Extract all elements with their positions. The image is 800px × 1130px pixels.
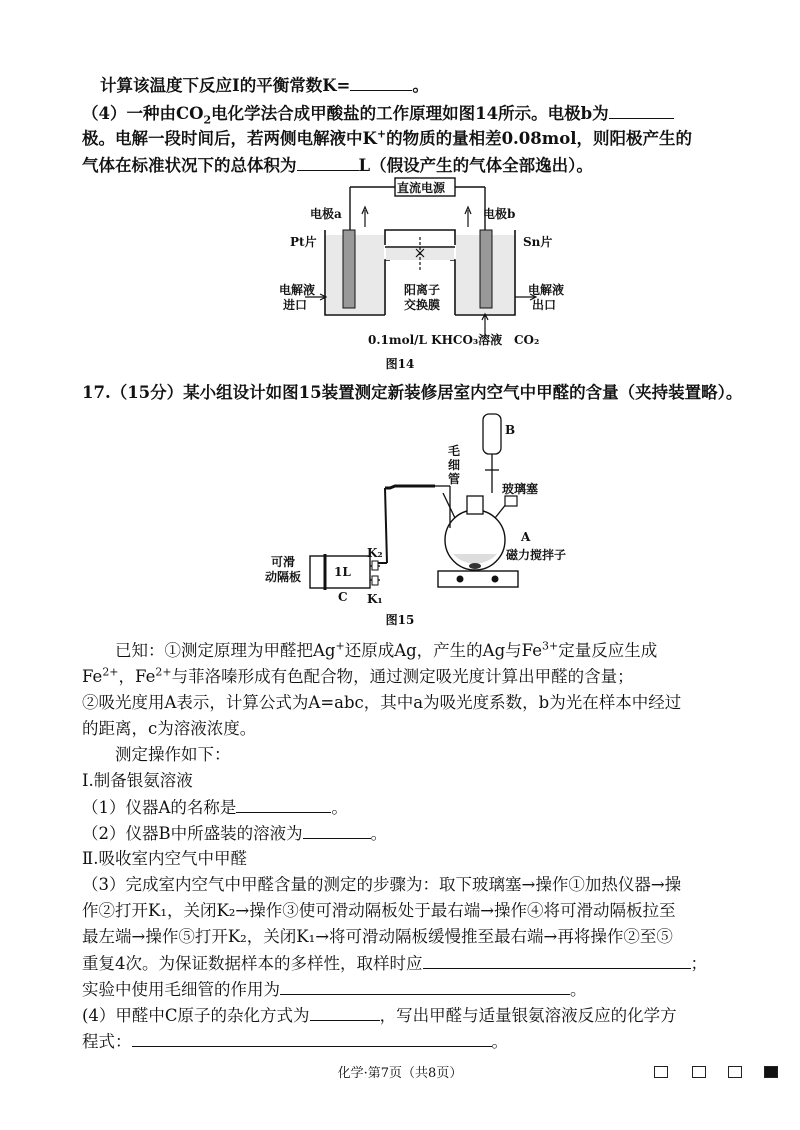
- answer-blank[interactable]: [303, 820, 371, 839]
- answer-blank[interactable]: [423, 950, 691, 969]
- figure-15-caption: 图15: [385, 613, 415, 627]
- membrane-label-1: 阳离子: [404, 283, 441, 297]
- stirrer-label: 磁力搅拌子: [506, 548, 567, 562]
- power-source-label: 直流电源: [397, 181, 446, 195]
- q16-part4-line3: 气体在标准状况下的总体积为 L（假设产生的气体全部逸出）。: [82, 152, 593, 179]
- capillary-label-1: 毛: [448, 444, 461, 458]
- q17-title: 17.（15分）某小组设计如图15装置测定新装修居室内空气中甲醛的含量（夹持装置略）。: [82, 383, 743, 402]
- valve-k2[interactable]: [372, 561, 378, 570]
- solution-label: 0.1mol/L KHCO₃溶液: [368, 333, 503, 347]
- capillary-label-2: 细: [448, 458, 461, 472]
- answer-blank[interactable]: [297, 152, 359, 171]
- electrode-b-label: 电极b: [483, 207, 516, 221]
- outlet-label-1: 电解液: [528, 283, 565, 297]
- q17-part3-line2: 作②打开K₁，关闭K₂→操作③使可滑动隔板处于最右端→操作④将可滑动隔板拉至: [82, 901, 676, 920]
- answer-blank[interactable]: [236, 794, 331, 813]
- page-footer: 化学·第7页（共8页）: [337, 1066, 463, 1081]
- q17-part2: （2）仪器B中所盛装的溶液为 。: [82, 820, 387, 847]
- inlet-label-2: 进口: [283, 298, 308, 312]
- co2-label: CO₂: [514, 333, 540, 347]
- a-label: A: [521, 530, 531, 544]
- known-line-4: 的距离，c为溶液浓度。: [82, 719, 257, 738]
- answer-blank[interactable]: [280, 976, 570, 995]
- section-1-heading: Ⅰ.制备银氨溶液: [82, 771, 193, 790]
- sn-electrode: [480, 230, 492, 308]
- known-line-3: ②吸光度用A表示，计算公式为A=abc，其中a为吸光度系数，b为光在样本中经过: [82, 693, 682, 712]
- k2-label: K₂: [367, 546, 383, 560]
- figure-14-caption: 图14: [385, 357, 415, 371]
- answer-box-3: [728, 1066, 742, 1078]
- answer-box-1: [654, 1066, 668, 1078]
- known-line-1: 已知：①测定原理为甲醛把Ag+还原成Ag，产生的Ag与$Fe^{3+}$定量反应生成: [115, 639, 658, 660]
- q17-part3-line1: （3）完成室内空气中甲醛含量的测定的步骤为：取下玻璃塞→操作①加热仪器→操: [82, 875, 682, 894]
- q16-part4-line1: （4）一种由$CO_2$电化学法合成甲酸盐的工作原理如图14所示。电极b为: [82, 100, 674, 127]
- figure-15-apparatus-diagram: [255, 408, 615, 598]
- plate-label-1: 可滑: [271, 555, 296, 569]
- membrane-label-2: 交换膜: [404, 298, 441, 312]
- section-2-heading: Ⅱ.吸收室内空气中甲醛: [82, 849, 247, 868]
- c-label: C: [338, 590, 348, 604]
- outlet-label-2: 出口: [532, 298, 557, 312]
- pt-label: Pt片: [290, 235, 317, 249]
- answer-blank[interactable]: [350, 72, 412, 91]
- sn-label: Sn片: [523, 235, 553, 249]
- q16-part4-line2: 极。电解一段时间后，若两侧电解液中K+的物质的量相差0.08mol，则阳极产生的: [82, 127, 692, 148]
- figure-14-electrolysis-diagram: [280, 175, 570, 350]
- glass-stopper-label: 玻璃塞: [502, 482, 539, 496]
- q17-part4-line2: 程式： 。: [82, 1028, 508, 1055]
- magnetic-stir-bar: [469, 563, 481, 569]
- answer-box-2: [692, 1066, 706, 1078]
- stirrer-plate: [438, 571, 518, 587]
- q17-part1: （1）仪器A的名称是 。: [82, 794, 348, 821]
- glass-stopper: [505, 496, 517, 506]
- pt-electrode: [343, 230, 355, 308]
- q17-part3-line3: 最左端→操作⑤打开K₂，关闭K₁→将可滑动隔板缓慢推至最右端→再将操作②至⑤: [82, 927, 673, 946]
- plate-label-2: 动隔板: [265, 570, 302, 584]
- answer-blank[interactable]: [310, 1002, 380, 1021]
- k-question-line: 计算该温度下反应Ⅰ的平衡常数K= 。: [100, 72, 429, 99]
- funnel-b: [483, 414, 501, 454]
- volume-label: 1L: [334, 565, 351, 579]
- answer-box-4: [764, 1066, 778, 1078]
- answer-blank[interactable]: [609, 100, 674, 119]
- q17-part3-line4: 重复4次。为保证数据样本的多样性，取样时应 ；: [82, 950, 707, 977]
- b-label: B: [505, 423, 516, 437]
- q17-part4-line1: (4）甲醛中C原子的杂化方式为 ，写出甲醛与适量银氨溶液反应的化学方: [82, 1002, 677, 1029]
- valve-k1[interactable]: [372, 576, 378, 585]
- steps-heading: 测定操作如下：: [115, 745, 231, 764]
- known-line-2: $Fe^{2+}$，$Fe^{2+}$与菲洛嗪形成有色配合物，通过测定吸光度计算出甲醛的含量；: [82, 665, 634, 686]
- electrode-a-label: 电极a: [310, 207, 342, 221]
- answer-blank[interactable]: [132, 1028, 492, 1047]
- inlet-label-1: 电解液: [279, 283, 316, 297]
- capillary-label-3: 管: [448, 472, 461, 486]
- q17-part3-line5: 实验中使用毛细管的作用为 。: [82, 976, 587, 1003]
- k1-label: K₁: [367, 592, 383, 606]
